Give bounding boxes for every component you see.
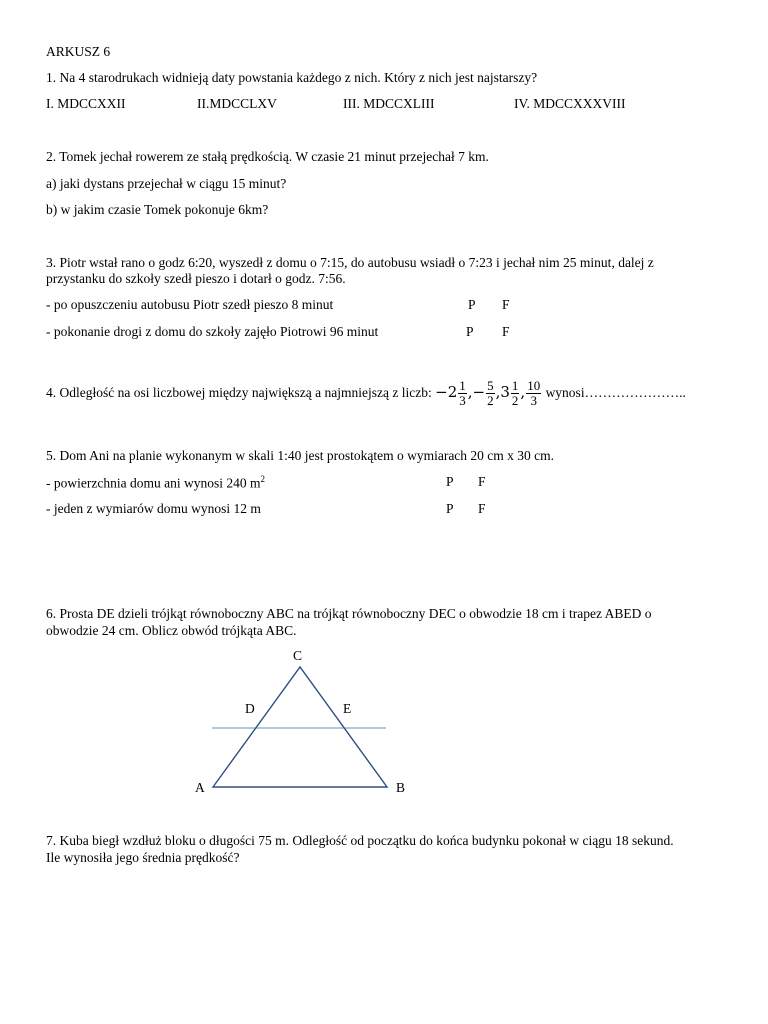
q4-sep-3: ,	[520, 383, 526, 401]
q4-number-1-whole: −2	[435, 383, 458, 401]
q3-s2-false[interactable]: F	[502, 324, 510, 339]
q5-s1-true[interactable]: P	[446, 474, 454, 489]
q5-statement-2: - jeden z wymiarów domu wynosi 12 m	[46, 501, 261, 516]
q3-line-2: przystanku do szkoły szedł pieszo i dotarł o godz. 7:56.	[46, 271, 346, 286]
q1-text: 1. Na 4 starodrukach widnieją daty powstania każdego z nich. Który z nich jest najstarszy?	[46, 70, 538, 85]
point-label-d: D	[245, 701, 255, 716]
q1-option-2: II.MDCCLXV	[197, 96, 277, 111]
q2-part-a: a) jaki dystans przejechał w ciągu 15 minut?	[46, 176, 287, 191]
q4-sep-1: ,−	[467, 383, 486, 401]
q3-s1-false[interactable]: F	[502, 297, 510, 312]
q1-option-1: I. MDCCXXII	[46, 96, 126, 111]
q1-option-3: III. MDCCXLIII	[343, 96, 435, 111]
q3-s1-true[interactable]: P	[468, 297, 476, 312]
q4-text: 4. Odległość na osi liczbowej między największą a najmniejszą z liczb:	[46, 385, 432, 400]
vertex-label-a: A	[195, 780, 205, 795]
point-label-e: E	[343, 701, 352, 716]
q4-fraction-3: $\frac{1}{2}$	[511, 378, 519, 409]
q4-tail: wynosi…………………..	[545, 385, 686, 400]
q2-text: 2. Tomek jechał rowerem ze stałą prędkością. W czasie 21 minut przejechał 7 km.	[46, 149, 489, 164]
triangle-abc	[213, 667, 387, 787]
q6-line-2: obwodzie 24 cm. Oblicz obwód trójkąta ABC.	[46, 623, 297, 638]
q5-s2-true[interactable]: P	[446, 501, 454, 516]
q4-fraction-4: $\frac{10}{3}$	[527, 378, 541, 409]
q3-statement-1: - po opuszczeniu autobusu Piotr szedł pieszo 8 minut	[46, 297, 334, 312]
q4-sep-2: ,3	[495, 383, 510, 401]
q5-statement-1: - powierzchnia domu ani wynosi 240 $m^2$	[46, 474, 265, 491]
q3-statement-2: - pokonanie drogi z domu do szkoły zajęło Piotrowi 96 minut	[46, 324, 379, 339]
q7-line-1: 7. Kuba biegł wzdłuż bloku o długości 75 m. Odległość od początku do końca budynku pokonał w ciągu 18 sekund.	[46, 833, 674, 848]
q3-s2-true[interactable]: P	[466, 324, 474, 339]
vertex-label-c: C	[293, 648, 303, 663]
q6-line-1: 6. Prosta DE dzieli trójkąt równoboczny ABC na trójkąt równoboczny DEC o obwodzie 18 cm i trapez ABED o	[46, 606, 652, 621]
q5-text: 5. Dom Ani na planie wykonanym w skali 1:40 jest prostokątem o wymiarach 20 cm x 30 cm.	[46, 448, 555, 463]
q5-s2-false[interactable]: F	[478, 501, 486, 516]
q4-fraction-1: $\frac{1}{3}$	[459, 378, 466, 409]
q5-s1-false[interactable]: F	[478, 474, 486, 489]
q3-line-1: 3. Piotr wstał rano o godz 6:20, wyszedł z domu o 7:15, do autobusu wsiadł o 7:23 i jechał nim 25 minut, dalej z	[46, 255, 654, 270]
q1-option-4: IV. MDCCXXXVIII	[514, 96, 626, 111]
q4-fraction-2: $\frac{5}{2}$	[487, 378, 494, 409]
sheet-title: ARKUSZ 6	[46, 44, 111, 59]
vertex-label-b: B	[396, 780, 406, 795]
q2-part-b: b) w jakim czasie Tomek pokonuje 6km?	[46, 202, 269, 217]
q7-line-2: Ile wynosiła jego średnia prędkość?	[46, 850, 240, 865]
